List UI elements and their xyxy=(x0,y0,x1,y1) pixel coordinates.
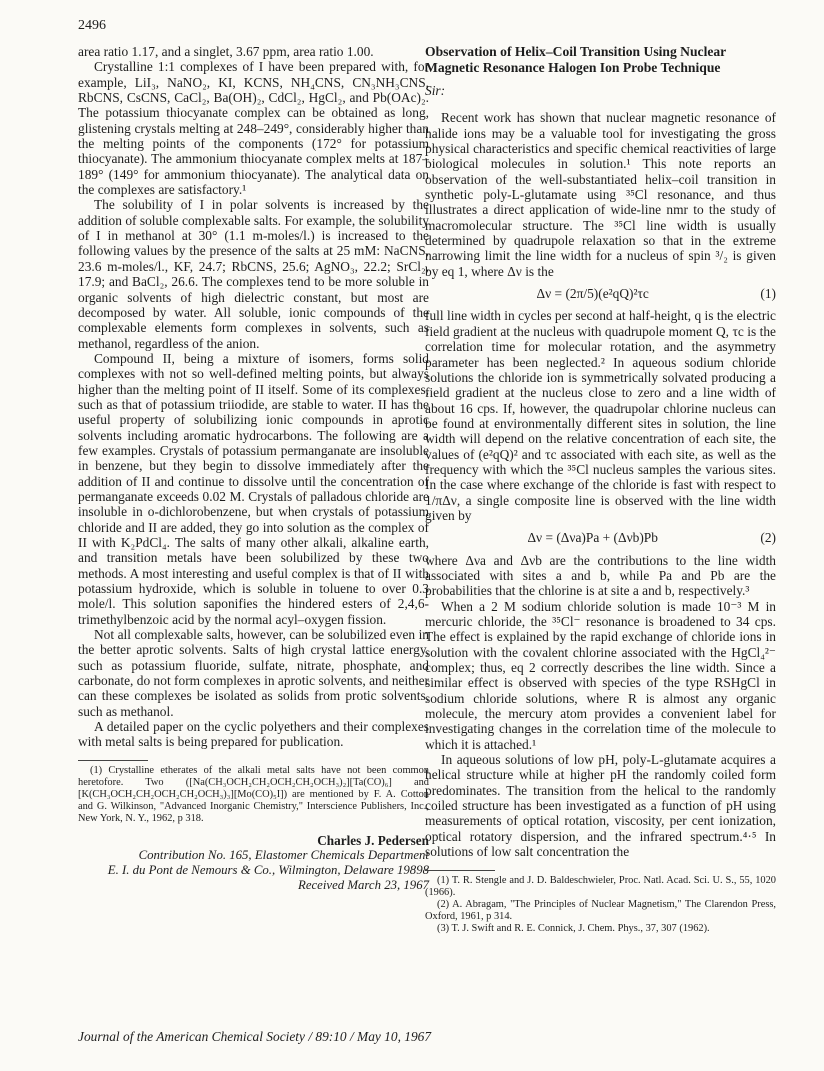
footnote: (1) Crystalline etherates of the alkali metal salts have not been common heretofore. Two ([Na(CH₃OCH₂CH₂OCH₂CH₂OCH₃)₂][Ta(CO)₆] and [K(CH₃OCH₂CH₂OCH₂CH₂OCH₃)₃][Mo(CO)₅I]) are mentioned by F. A. Cotton and G. Wilkinson, "Advanced Inorganic Chemistry," Interscience Publishers, Inc., New York, N. Y., 1962, p 318. xyxy=(78,764,429,824)
article-title: Observation of Helix–Coil Transition Using Nuclear Magnetic Resonance Halogen Ion Probe Technique xyxy=(425,44,726,75)
paragraph: The solubility of I in polar solvents is increased by the addition of soluble complexable salts. For example, the solubility of I in methanol at 30° (1.1 m-moles/l.) is increased to the following values by the presence of the salts at 25 mM: NaCNS, 23.6 m-moles/l., KF, 24.7; RbCNS, 25.6; AgNO₃, 22.2; SrCl₂, 17.9; and BaCl₂, 26.6. The complexes tend to be more soluble in organic solvents of high dielectric constant, but most are decomposed by water. All soluble, ionic compounds of the complexable elements form complexes in solvents, such as methanol, regardless of the anion. xyxy=(78,197,429,351)
paragraph: Crystalline 1:1 complexes of I have been prepared with, for example, LiI₃, NaNO₂, KI, KCNS, NH₄CNS, CN₃NH₃CNS, RbCNS, CsCNS, CaCl₂, Ba(OH)₂, CdCl₂, HgCl₂, and Pb(OAc)₂. The potassium thiocyanate complex can be obtained as long, glistening crystals melting at 248–249°, considerably higher than the melting points of the components (172° for potassium thiocyanate). The ammonium thiocyanate complex melts at 187–189° (149° for ammonium thiocyanate). The analytical data on the complexes are satisfactory.¹ xyxy=(78,59,429,198)
footnote: (1) T. R. Stengle and J. D. Baldeschwieler, Proc. Natl. Acad. Sci. U. S., 55, 1020 (1966). xyxy=(425,874,776,898)
author-name: Charles J. Pedersen xyxy=(317,832,429,848)
paragraph: Recent work has shown that nuclear magnetic resonance of halide ions may be a valuable tool for investigating the gross physical characteristics and specific chemical reactivities of large biological molecules in solution.¹ This note reports an observation of the well-substantiated helix–coil transition in synthetic poly-L-glutamate using ³⁵Cl resonance, and thus illustrates a direct application of wide-line nmr to the study of macromolecular structure. The ³⁵Cl line width is usually determined by quadrupole relaxation so that in the extreme narrowing limit the line width for a nucleus of spin ³/₂ is given by eq 1, where Δν is the xyxy=(425,110,776,279)
equation-2 xyxy=(425,530,776,545)
equation-body: Δν = (2π/5)(e²qQ)²τc xyxy=(536,286,649,302)
equation-number: (2) xyxy=(760,530,776,546)
paragraph: Compound II, being a mixture of isomers, forms solid complexes with not so well-defined melting points, but always higher than the melting point of II itself. Some of its complexes, such as that of potassium triiodide, are stable to water. II has the useful property of solubilizing ionic compounds in aprotic solvents including aromatic hydrocarbons. The following are a few examples. Crystals of potassium permanganate are insoluble in benzene, but they begin to dissolve immediately after the addition of II and continue to dissolve until the concentration of permanganate exceeds 0.02 M. Crystals of palladous chloride are insoluble in o-dichlorobenzene, but when crystals of potassium chloride and II are added, they go into solution as the complex of II with K₂PdCl₄. The salts of many other alkali, alkaline earth, and transition metals have been solubilized by these two methods. A most interesting and useful complex is that of II with potassium hydroxide, which is soluble in toluene to over 0.3 mole/l. This solution saponifies the hindered esters of 2,4,6-trimethylbenzoic acid by the normal acyl–oxygen fission. xyxy=(78,350,429,627)
paragraph: A detailed paper on the cyclic polyethers and their complexes with metal salts is being prepared for publication. xyxy=(78,719,429,750)
paragraph: In aqueous solutions of low pH, poly-L-glutamate acquires a helical structure while at higher pH the randomly coiled form predominates. The transition from the helical to the randomly coiled structure has been investigated as a function of pH using measurements of optical rotation, viscosity, per cent ionization, optical rotatory dispersion, and the infrared spectrum.⁴·⁵ In solutions of low salt concentration the xyxy=(425,752,776,860)
affiliation-line: E. I. du Pont de Nemours & Co., Wilmington, Delaware 19898 xyxy=(107,863,429,878)
right-column xyxy=(425,44,776,935)
footnote: (3) T. J. Swift and R. E. Connick, J. Chem. Phys., 37, 307 (1962). xyxy=(437,922,710,934)
footnote-rule xyxy=(425,870,495,871)
affiliation-line: Contribution No. 165, Elastomer Chemicals Department xyxy=(138,848,429,863)
equation-number: (1) xyxy=(760,286,776,302)
page-number: 2496 xyxy=(78,18,106,33)
paragraph: full line width in cycles per second at half-height, q is the electric field gradient at the nucleus with quadrupole moment Q, τc is the correlation time for molecular rotation, and the asymmetry parameter has been neglected.² In aqueous sodium chloride solutions the chloride ion is symmetrically solvated producing a field gradient at the nucleus close to zero and a line width of about 16 cps. If, however, the quadrupolar chlorine nucleus can be found at environmentally different sites in solution, the line width will depend on the relative concentration of each site, the values of (e²qQ)² and τc associated with each site, as well as the frequency with which the ³⁵Cl nucleus samples the various sites. In the case where exchange of the chloride is fast with respect to 1/πΔν, a single composite line is observed with the line width given by xyxy=(425,308,776,523)
footnote: (2) A. Abragam, "The Principles of Nuclear Magnetism," The Clarendon Press, Oxford, 1961, p 314. xyxy=(425,898,776,922)
signature-block xyxy=(78,833,429,893)
received-date: Received March 23, 1967 xyxy=(298,878,429,893)
paragraph: where Δνa and Δνb are the contributions to the line width associated with sites a and b, while Pa and Pb are the probabilities that the chlorine is at site a and b, respectively.³ xyxy=(425,552,776,599)
equation-body: Δν = (Δνa)Pa + (Δνb)Pb xyxy=(527,530,658,546)
paragraph: When a 2 M sodium chloride solution is made 10⁻³ M in mercuric chloride, the ³⁵Cl⁻ resonance is broadened to 34 cps. The effect is explained by the rapid exchange of chloride ions in solution with the covalent chlorine associated with the HgCl₄²⁻ complex; thus, eq 2 correctly describes the line width. Since a similar effect is observed with species of the type RSHgCl in sodium chloride solutions, where R is almost any organic molecule, the mercury atom provides a convenient label for investigating changes in the correlation time of the molecule to which it is attached.¹ xyxy=(425,598,776,752)
paragraph: area ratio 1.17, and a singlet, 3.67 ppm, area ratio 1.00. xyxy=(78,44,374,59)
journal-footer: Journal of the American Chemical Society / 89:10 / May 10, 1967 xyxy=(78,1029,432,1044)
equation-1 xyxy=(425,286,776,301)
paragraph: Not all complexable salts, however, can be solubilized even in the better aprotic solvents. Salts of high crystal lattice energy, such as potassium fluoride, sulfate, nitrate, phosphate, and carbonate, do not form complexes in aprotic solvents, and neither can these complexes be isolated as solids from protic solvents, such as methanol. xyxy=(78,627,429,719)
footnote-rule xyxy=(78,760,148,761)
left-column xyxy=(78,44,429,893)
salutation: Sir: xyxy=(425,83,446,98)
